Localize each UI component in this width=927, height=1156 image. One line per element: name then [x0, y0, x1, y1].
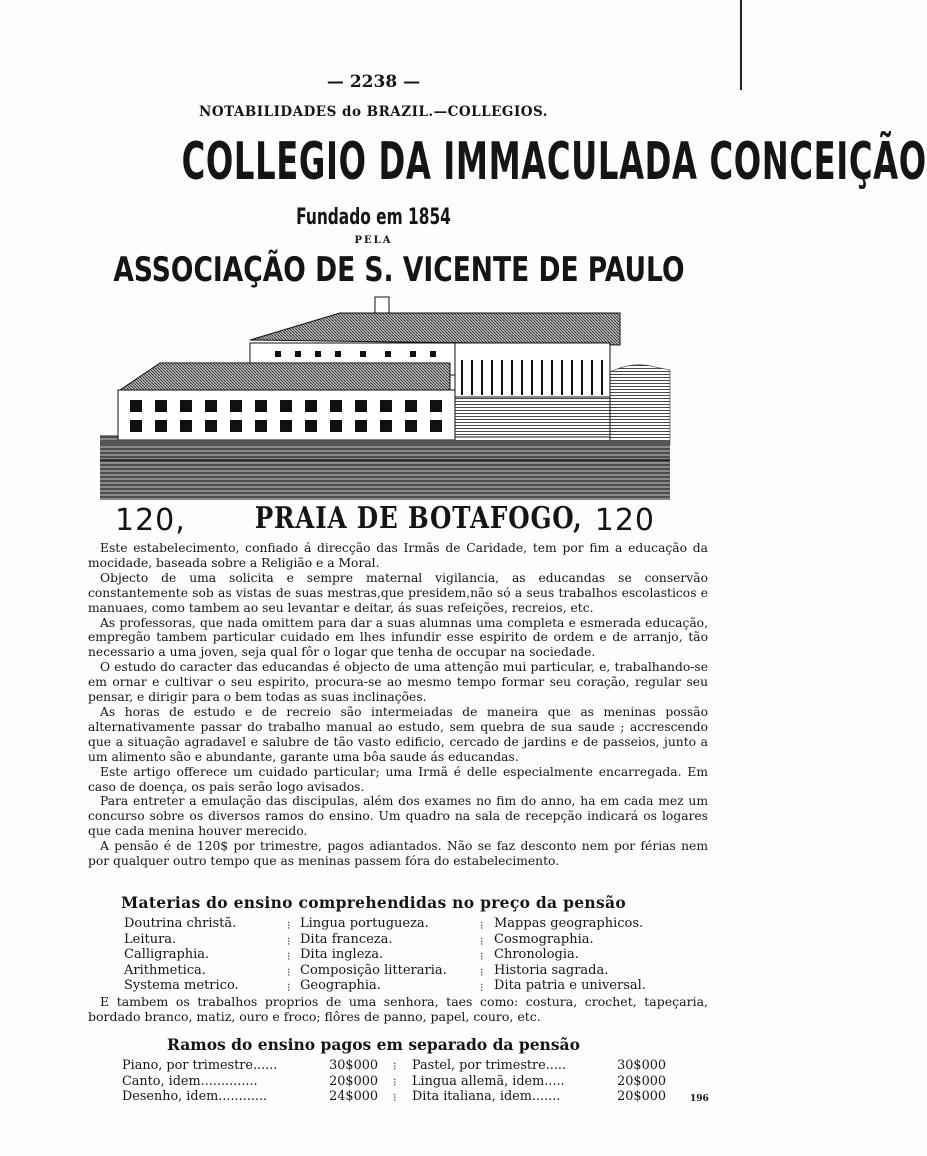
materias-column-2 — [300, 916, 447, 994]
pela-label: PELA — [354, 235, 393, 246]
college-title: COLLEGIO DA IMMACULADA CONCEIÇÃO — [181, 132, 927, 192]
paragraph: As professoras, que nada omittem para dar a suas alumnas uma completa e esmerada educação, empregão tambem particular cuidado em lhes infundir esse espirito de ordem e de arranjo, tão necessario a uma joven, seja qual fôr o logar que tenha de occupar na sociedade. — [88, 615, 708, 660]
materias-column-1 — [124, 916, 239, 994]
ramos-right-prices — [606, 1058, 666, 1105]
ramo-price: 20$000 — [617, 1089, 666, 1104]
ramos-left-labels — [122, 1058, 277, 1105]
ramo-label: Pastel, por trimestre..... — [412, 1058, 567, 1073]
paragraph: E tambem os trabalhos proprios de uma senhora, taes como: costura, crochet, tapeçaria, bordado branco, matiz, ouro e froco; flôres de panno, papel, couro, etc. — [88, 994, 708, 1024]
ramo-label: Desenho, idem............ — [122, 1089, 268, 1104]
column-separator: ⁝ ⁝ ⁝ ⁝ ⁝ — [287, 919, 291, 995]
footnote-number: 196 — [690, 1094, 709, 1104]
list-item: Composição litteraria. — [300, 962, 447, 978]
materias-heading: Materias do ensino comprehendidas no preço da pensão — [121, 893, 626, 912]
section-heading: NOTABILIDADES do BRAZIL.—COLLEGIOS. — [198, 104, 548, 120]
page-number: — 2238 — — [326, 72, 421, 92]
list-item: Mappas geographicos. — [494, 916, 644, 931]
list-item: Leitura. — [124, 931, 177, 947]
paragraph: Para entreter a emulação das discipulas, além dos exames no fim do anno, ha em cada mez um concurso sobre os diversos ramos do ensino. Um quadro na sala de recepção indicará os logares que cada menina houver merecido. — [88, 794, 708, 839]
ramo-label: Piano, por trimestre...... — [122, 1058, 278, 1073]
ramo-price: 20$000 — [617, 1073, 666, 1089]
tambem-text — [88, 994, 708, 1024]
column-separator: ⁝ ⁝ ⁝ — [393, 1060, 397, 1105]
ramo-price: 20$000 — [329, 1073, 378, 1089]
ramos-left-prices — [318, 1058, 378, 1105]
ramo-price: 30$000 — [617, 1058, 666, 1073]
list-item: Historia sagrada. — [494, 962, 609, 978]
list-item: Doutrina christã. — [124, 916, 237, 931]
list-item: Geographia. — [300, 978, 381, 994]
address-number-right: 120 — [594, 503, 655, 538]
address-street: PRAIA DE BOTAFOGO, — [254, 501, 583, 536]
address-number-left: 120, — [115, 503, 186, 538]
paragraph: As horas de estudo e de recreio são intermeiadas de maneira que as meninas possão alternativamente passar do trabalho manual ao estudo, sem quebra de sua saude ; accrescendo que a situação agradavel e salubre de tão vasto edificio, cercado de jardins e de passeios, junto a um alimento são e abundante, garante uma bôa saude ás educandas. — [88, 704, 708, 764]
list-item: Arithmetica. — [124, 962, 206, 978]
list-item: Dita franceza. — [300, 931, 393, 947]
paragraph: Este estabelecimento, confiado á direcção das Irmãs de Caridade, tem por fim a educação da mocidade, baseada sobre a Religião e a Moral. — [88, 541, 708, 570]
materias-column-3 — [494, 916, 646, 994]
ramo-price: 30$000 — [329, 1058, 378, 1073]
list-item: Cosmographia. — [494, 931, 594, 947]
paragraph: O estudo do caracter das educandas é objecto de uma attenção mui particular, e, trabalhando-se em ornar e cultivar o seu espirito, procura-se ao mesmo tempo formar seu coração, regular seu pensar, e dirigir para o bem todas as suas inclinações. — [88, 660, 708, 705]
list-item: Dita patria e universal. — [494, 978, 646, 994]
ramo-label: Lingua allemã, idem..... — [412, 1073, 565, 1089]
ramo-label: Dita italiana, idem....... — [412, 1089, 561, 1104]
ramo-label: Canto, idem.............. — [122, 1073, 258, 1089]
list-item: Dita ingleza. — [300, 947, 384, 963]
list-item: Systema metrico. — [124, 978, 239, 994]
founded-line: Fundado em 1854 — [296, 205, 451, 230]
paragraph: A pensão é de 120$ por trimestre, pagos adiantados. Não se faz desconto nem por férias nem por qualquer outro tempo que as meninas passem fóra do estabelecimento. — [88, 839, 708, 869]
college-building-illustration — [100, 295, 670, 500]
ramos-heading: Ramos do ensino pagos em separado da pensão — [167, 1035, 580, 1054]
list-item: Calligraphia. — [124, 947, 210, 963]
ramo-price: 24$000 — [329, 1089, 378, 1104]
list-item: Lingua portugueza. — [300, 916, 429, 931]
paragraph: Este artigo offerece um cuidado particular; uma Irmã é delle especialmente encarregada. Em caso de doença, os pais serão logo avisados. — [88, 764, 708, 794]
ramos-right-labels — [412, 1058, 566, 1105]
column-separator: ⁝ ⁝ ⁝ ⁝ ⁝ — [480, 919, 484, 995]
paragraph: Objecto de uma solicita e sempre maternal vigilancia, as educandas se conservão constantemente sob as vistas de suas mestras,que presidem,não só a seus trabalhos escolasticos e manuaes, como tambem ao seu levantar e deitar, ás suas refeições, recreios, etc. — [88, 570, 708, 615]
association-name: ASSOCIAÇÃO DE S. VICENTE DE PAULO — [113, 250, 685, 290]
description-text — [88, 541, 708, 869]
address-line — [115, 503, 655, 539]
list-item: Chronologia. — [494, 947, 579, 963]
